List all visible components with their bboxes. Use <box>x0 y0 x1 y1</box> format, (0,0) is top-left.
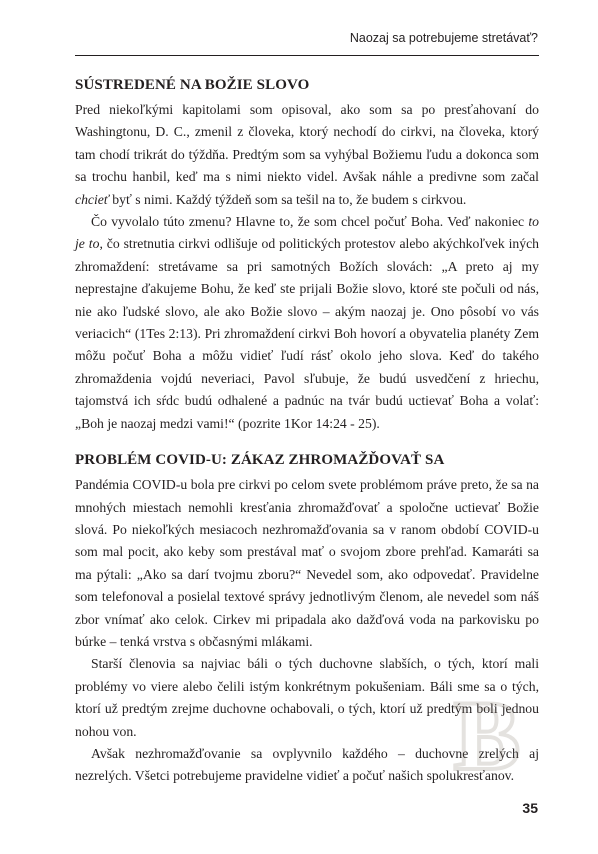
text-segment: Starší členovia sa najviac báli o tých duchovne slabších, o tých, ktorí mali problémy vo viere alebo čelili istým konkrétnym pokušeniam. Báli sme sa o tých, ktorí už predtým zrejme duchovne ochabovali, o tých, ktorí už predtým boli jednou nohou von. <box>75 656 539 739</box>
emphasis-text: chcieť <box>75 191 109 207</box>
section-heading: SÚSTREDENÉ NA BOŽIE SLOVO <box>75 77 310 93</box>
section-heading: PROBLÉM COVID-U: ZÁKAZ ZHROMAŽĎOVAŤ SA <box>75 452 445 469</box>
header-rule <box>75 55 539 56</box>
text-segment: Pandémia COVID-u bola pre cirkvi po celom svete problémom práve preto, že sa na mnohých miestach nemohli kresťania zhromažďovať a spoločne uctievať Božie slová. Po niekoľkých mesiacoch nezhromažďovania sa v ranom období COVID-u som mal pocit, ako keby som prestával mať o svojom zbore prehľad. Kamaráti sa ma pýtali: „Ako sa darí tvojmu zboru?“ Nevedel som, ako odpovedať. Pravidelne som telefonoval a posielal textové správy jednotlivým členom, ale nevedel som náš zbor vnímať ako celok. Cirkev mi pripadala ako dažďová voda na parkovisku po búrke – tenká vrstva s občasnými mlákami. <box>75 477 539 649</box>
text-segment: Avšak nezhromažďovanie sa ovplyvnilo každého – duchovne zrelých aj nezrelých. Všetci potrebujeme pravidelne vidieť a počuť našich spolukresťanov. <box>75 745 539 784</box>
watermark-letter: B <box>453 683 521 783</box>
library-watermark-logo <box>437 683 537 783</box>
section-1 <box>75 74 539 435</box>
text-segment: Pred niekoľkými kapitolami som opisoval, ako som sa po presťahovaní do Washingtonu, D. C., zmenil z človeka, ktorý nechodí do cirkvi, na človeka, ktorý tam chodí trikrát do týždňa. Predtým som sa vyhýbal Božiemu ľudu a dokonca som sa trochu hanbil, keď ma s nimi niekto videl. Avšak náhle a predivne som začal <box>75 102 539 185</box>
page-number: 35 <box>522 800 538 816</box>
paragraph <box>75 474 539 653</box>
paragraph <box>75 211 539 435</box>
emphasis-text: to je to <box>75 214 539 252</box>
text-segment: Čo vyvolalo túto zmenu? Hlavne to, že som chcel počuť Boha. Veď nakoniec <box>91 214 529 230</box>
text-segment: , čo stretnutia cirkvi odlišuje od politických protestov alebo akýchkoľvek iných zhromaždení: stretávame sa pri samotných Božích slovách: „A preto aj my neprestajne ďakujeme Bohu, že keď ste prijali Božie slovo, ktoré ste počuli od nás, nie ako ľudské slovo, ale ako Božie slovo – akým naozaj je. Ono pôsobí vo vás veriacich“ (1Tes 2:13). Pri zhromaždení cirkvi Boh hovorí a obyvatelia planéty Zem môžu počuť Boha a môžu vidieť ľudí rásť okolo jeho slova. Keď do takého zhromaždenia vojdú neveriaci, Pavol sľubuje, že budú usvedčení z hriechu, tajomstvá ich sŕdc budú odhalené a padnúc na tvár budú uctievať Boha a volať: „Boh je naozaj medzi vami!“ (pozrite 1Kor 14:24 - 25). <box>75 236 539 431</box>
text-segment: byť s nimi. Každý týždeň som sa tešil na to, že budem s cirkvou. <box>108 191 467 207</box>
paragraph <box>75 99 539 211</box>
running-header: Naozaj sa potrebujeme stretávať? <box>349 31 538 45</box>
